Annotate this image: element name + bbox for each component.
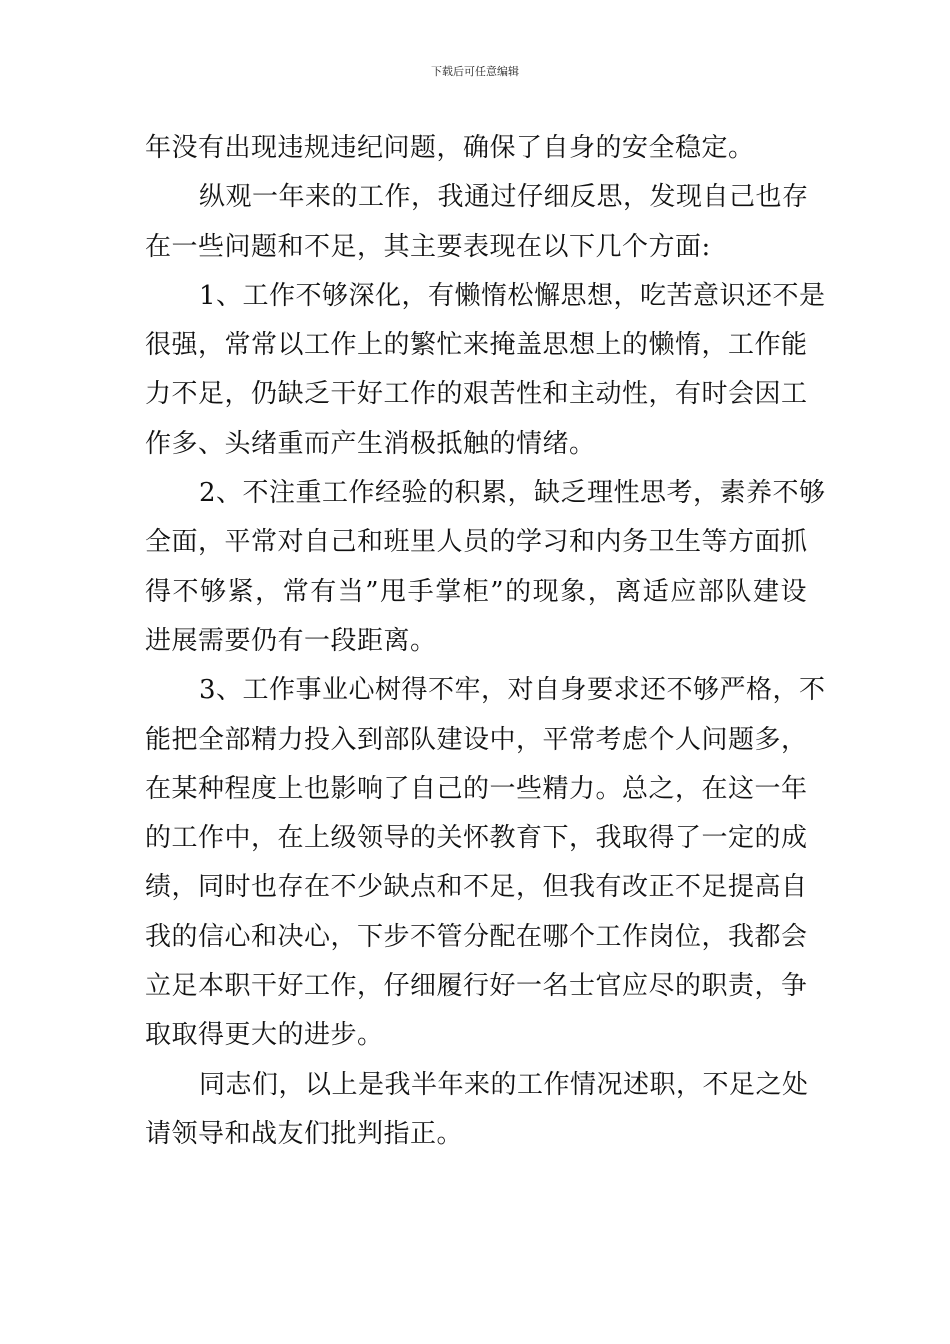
document-body	[145, 124, 826, 1159]
text-line: 同志们，以上是我半年来的工作情况述职，不足之处	[199, 1069, 809, 1100]
text-line: 进展需要仍有一段距离。	[145, 625, 437, 656]
text-line: 作多、头绪重而产生消极抵触的情绪。	[145, 428, 596, 459]
text-line: 立足本职干好工作，仔细履行好一名士官应尽的职责，争	[145, 971, 808, 1002]
text-line: 得不够紧，常有当”甩手掌柜”的现象，离适应部队建设	[145, 576, 807, 607]
text-line: 3、工作事业心树得不牢，对自身要求还不够严格，不	[199, 675, 826, 706]
text-line: 在某种程度上也影响了自己的一些精力。总之，在这一年	[145, 773, 808, 804]
text-line: 取取得更大的进步。	[145, 1020, 384, 1051]
text-line: 1、工作不够深化，有懒惰松懈思想，吃苦意识还不是	[199, 280, 826, 311]
text-line: 在一些问题和不足，其主要表现在以下几个方面:	[145, 231, 711, 262]
page-header: 下载后可任意编辑	[431, 65, 519, 78]
text-line: 我的信心和决心，下步不管分配在哪个工作岗位，我都会	[145, 921, 808, 952]
text-line: 纵观一年来的工作，我通过仔细反思，发现自己也存	[199, 182, 809, 213]
text-line: 力不足，仍缺乏干好工作的艰苦性和主动性，有时会因工	[145, 379, 808, 410]
text-line: 请领导和战友们批判指正。	[145, 1118, 464, 1149]
text-line: 的工作中，在上级领导的关怀教育下，我取得了一定的成	[145, 823, 808, 854]
text-line: 2、不注重工作经验的积累，缺乏理性思考，素养不够	[199, 478, 826, 509]
text-line: 全面，平常对自己和班里人员的学习和内务卫生等方面抓	[145, 527, 808, 558]
text-line: 很强，常常以工作上的繁忙来掩盖思想上的懒惰，工作能	[145, 330, 808, 361]
text-line: 年没有出现违规违纪问题，确保了自身的安全稳定。	[145, 133, 755, 163]
text-line: 绩，同时也存在不少缺点和不足，但我有改正不足提高自	[145, 872, 808, 903]
text-line: 能把全部精力投入到部队建设中，平常考虑个人问题多，	[145, 724, 808, 755]
